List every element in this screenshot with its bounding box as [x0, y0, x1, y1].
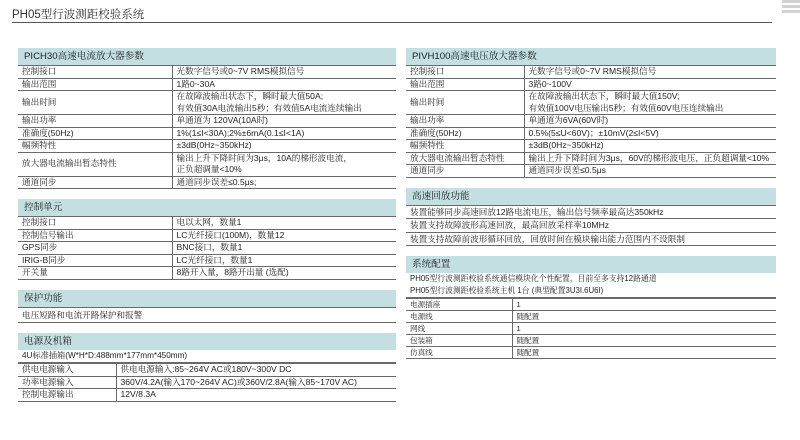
spec-label: 网线 — [406, 323, 512, 335]
section-heading: 系统配置 — [406, 256, 776, 273]
spec-value: 随配置 — [512, 347, 776, 359]
spec-value: 电以太网，数量1 — [172, 217, 396, 230]
spec-label: 输出时间 — [18, 91, 172, 115]
table-row — [18, 254, 396, 267]
config-section — [406, 256, 776, 359]
spec-value: 供电电源输入:85~264V AC或180V~300V DC — [116, 364, 396, 377]
section-heading: PIVH100高速电压放大器参数 — [406, 48, 776, 65]
spec-value-line: 在故障波输出状态下，瞬时最大值150V; — [528, 91, 680, 101]
table-row — [406, 140, 776, 153]
spec-value-line: 正负超调量<10% — [176, 164, 242, 174]
spec-label: 幅频特性 — [406, 140, 524, 153]
spec-value-line: ±3dB(0Hz~350kHz) — [176, 140, 252, 150]
spec-label: 放大器电流输出暂态特性 — [18, 152, 172, 176]
spec-value-line: 通道同步误差≤0.5μs — [528, 165, 606, 175]
table-row — [406, 335, 776, 347]
spec-label: 供电电源输入 — [18, 364, 116, 377]
spec-value-line: 有效值100V电压输出5秒；有效值60V电压连续输出 — [528, 102, 724, 113]
table-row — [18, 152, 396, 176]
spec-value-line: 1路0~30A — [176, 78, 215, 89]
spec-value-line: 单通道为 120VA(10A时) — [176, 115, 269, 125]
control-unit-table — [18, 216, 396, 280]
spec-value — [172, 140, 396, 153]
table-row — [406, 299, 776, 311]
spec-value — [524, 140, 776, 153]
spec-label: IRIG-B同步 — [18, 254, 172, 267]
spec-value-line: 光数字信号或0~7V RMS模拟信号 — [528, 66, 657, 76]
table-row — [406, 323, 776, 335]
spec-value-line: ±3dB(0Hz~350kHz) — [528, 140, 604, 150]
spec-label: 通道同步 — [406, 165, 524, 178]
spec-label: 准确度(50Hz) — [406, 127, 524, 140]
table-row — [406, 91, 776, 115]
table-row — [406, 152, 776, 165]
table-row — [18, 376, 396, 389]
chassis-spec: 4U标准插箱(W*H*D:488mm*177mm*450mm) — [18, 350, 396, 364]
control-unit-section — [18, 199, 396, 280]
spec-value-line: 3路0~100V — [528, 78, 572, 89]
section-heading: 电源及机箱 — [18, 333, 396, 350]
spec-label: 输出范围 — [406, 78, 524, 91]
spec-value — [524, 115, 776, 128]
pivh100-spec-table — [406, 65, 776, 178]
power-table — [18, 363, 396, 402]
spec-label: 开关量 — [18, 267, 172, 280]
table-row — [18, 66, 396, 79]
spec-label: 控制信号输出 — [18, 229, 172, 242]
spec-value — [524, 127, 776, 140]
spec-value — [524, 66, 776, 79]
table-row — [406, 165, 776, 178]
table-row — [18, 267, 396, 280]
page-title: PH05型行波测距校验系统 — [12, 9, 145, 21]
spec-value-line: 在故障波输出状态下，瞬时最大值50A; — [176, 91, 324, 101]
table-row — [18, 127, 396, 140]
config-line: PH05型行波测距校验系统通信模块化个性配置，目前至多支持12路通道 — [410, 274, 657, 283]
right-column — [406, 48, 776, 366]
table-row — [18, 78, 396, 91]
spec-value: LC光纤接口(100M)，数量12 — [172, 229, 396, 242]
spec-value: BNC接口，数量1 — [172, 242, 396, 255]
spec-value-line: 有效值30A电流输出5秒；有效值5A电流连续输出 — [176, 102, 362, 113]
spec-label: 包装箱 — [406, 335, 512, 347]
table-row — [18, 364, 396, 377]
spec-label: 通道同步 — [18, 176, 172, 189]
section-heading: 保护功能 — [18, 290, 396, 307]
section-heading: 高速回放功能 — [406, 188, 776, 205]
title-divider — [12, 22, 772, 23]
spec-label: 控制电源输出 — [18, 389, 116, 402]
spec-label: 输出范围 — [18, 78, 172, 91]
pich30-section — [18, 48, 396, 189]
table-row — [406, 127, 776, 140]
spec-value — [172, 78, 396, 91]
config-table — [406, 298, 776, 359]
spec-value — [524, 91, 776, 115]
spec-label: 电源插座 — [406, 299, 512, 311]
protection-text: 电压短路和电流开路保护和报警 — [18, 307, 396, 323]
table-row — [18, 140, 396, 153]
spec-value-line: 0.5%(5≤U<60V)；±10mV(2≤I<5V) — [528, 127, 659, 138]
table-row — [18, 91, 396, 115]
corner-decoration — [782, 0, 800, 14]
pich30-spec-table — [18, 65, 396, 189]
spec-value-line: 单通道为6VA(60V时) — [528, 115, 609, 125]
spec-value: 12V/8.3A — [116, 389, 396, 402]
spec-value-line: 输出上升下降时间为3μs，60V的梯形波电压，正负超调量<10% — [528, 152, 770, 163]
pivh100-section — [406, 48, 776, 178]
table-row — [18, 115, 396, 128]
table-row — [406, 115, 776, 128]
table-row — [406, 311, 776, 323]
spec-label: 控制接口 — [18, 217, 172, 230]
playback-feature-line: 装置支持故障前波形循环回放，回放时间在模块输出能力范围内不设限制 — [406, 233, 776, 247]
table-row — [406, 347, 776, 359]
spec-value — [524, 78, 776, 91]
spec-value-line: 1%(1≤I<30A);2%±6mA(0.1≤I<1A) — [176, 127, 305, 138]
spec-label: 输出功率 — [406, 115, 524, 128]
spec-value — [172, 127, 396, 140]
spec-label: 控制接口 — [18, 66, 172, 79]
playback-feature-line: 装置能够同步高速回放12路电流电压，输出信号频率最高达350kHz — [406, 205, 776, 220]
spec-value-line: 通道同步误差≤0.5μs; — [176, 176, 257, 187]
spec-value — [172, 176, 396, 189]
spec-label: 输出功率 — [18, 115, 172, 128]
playback-feature-line: 装置支持故障波形高速回放，最高回放采样率10MHz — [406, 219, 776, 233]
spec-value — [524, 152, 776, 165]
config-line: PH05型行波测距校验系统主机 1台 (典型配置3U3I.6U6I) — [406, 285, 776, 298]
table-row — [18, 242, 396, 255]
spec-label: 电源线 — [406, 311, 512, 323]
spec-value — [172, 91, 396, 115]
spec-value: 随配置 — [512, 335, 776, 347]
spec-value — [172, 115, 396, 128]
spec-value-line: 光数字信号或0~7V RMS模拟信号 — [176, 66, 305, 76]
spec-label: 控制接口 — [406, 66, 524, 79]
protection-section — [18, 290, 396, 323]
spec-value — [172, 152, 396, 176]
spec-value: 360V/4.2A(输入170~264V AC)或360V/2.8A(输入85~170V AC) — [116, 376, 396, 389]
table-row — [18, 217, 396, 230]
spec-label: 仿真线 — [406, 347, 512, 359]
left-column — [18, 48, 396, 409]
playback-section — [406, 188, 776, 247]
spec-label: 准确度(50Hz) — [18, 127, 172, 140]
spec-value: 随配置 — [512, 311, 776, 323]
spec-value: 1 — [512, 323, 776, 335]
table-row — [406, 66, 776, 79]
spec-label: 功率电源输入 — [18, 376, 116, 389]
spec-value: 1 — [512, 299, 776, 311]
section-heading: 控制单元 — [18, 199, 396, 216]
spec-label: 输出时间 — [406, 91, 524, 115]
spec-label: 放大器电流输出暂态特性 — [406, 152, 524, 165]
table-row — [18, 229, 396, 242]
spec-label: 幅频特性 — [18, 140, 172, 153]
power-chassis-section — [18, 333, 396, 402]
spec-label: GPS同步 — [18, 242, 172, 255]
spec-value: LC光纤接口，数量1 — [172, 254, 396, 267]
table-row — [406, 78, 776, 91]
spec-value — [524, 165, 776, 178]
section-heading: PICH30高速电流放大器参数 — [18, 48, 396, 65]
table-row — [18, 176, 396, 189]
spec-value: 8路开入量，8路开出量 (选配) — [172, 267, 396, 280]
spec-value — [172, 66, 396, 79]
table-row — [18, 389, 396, 402]
spec-value-line: 输出上升下降时间为3μs，10A的梯形波电流， — [176, 152, 352, 163]
